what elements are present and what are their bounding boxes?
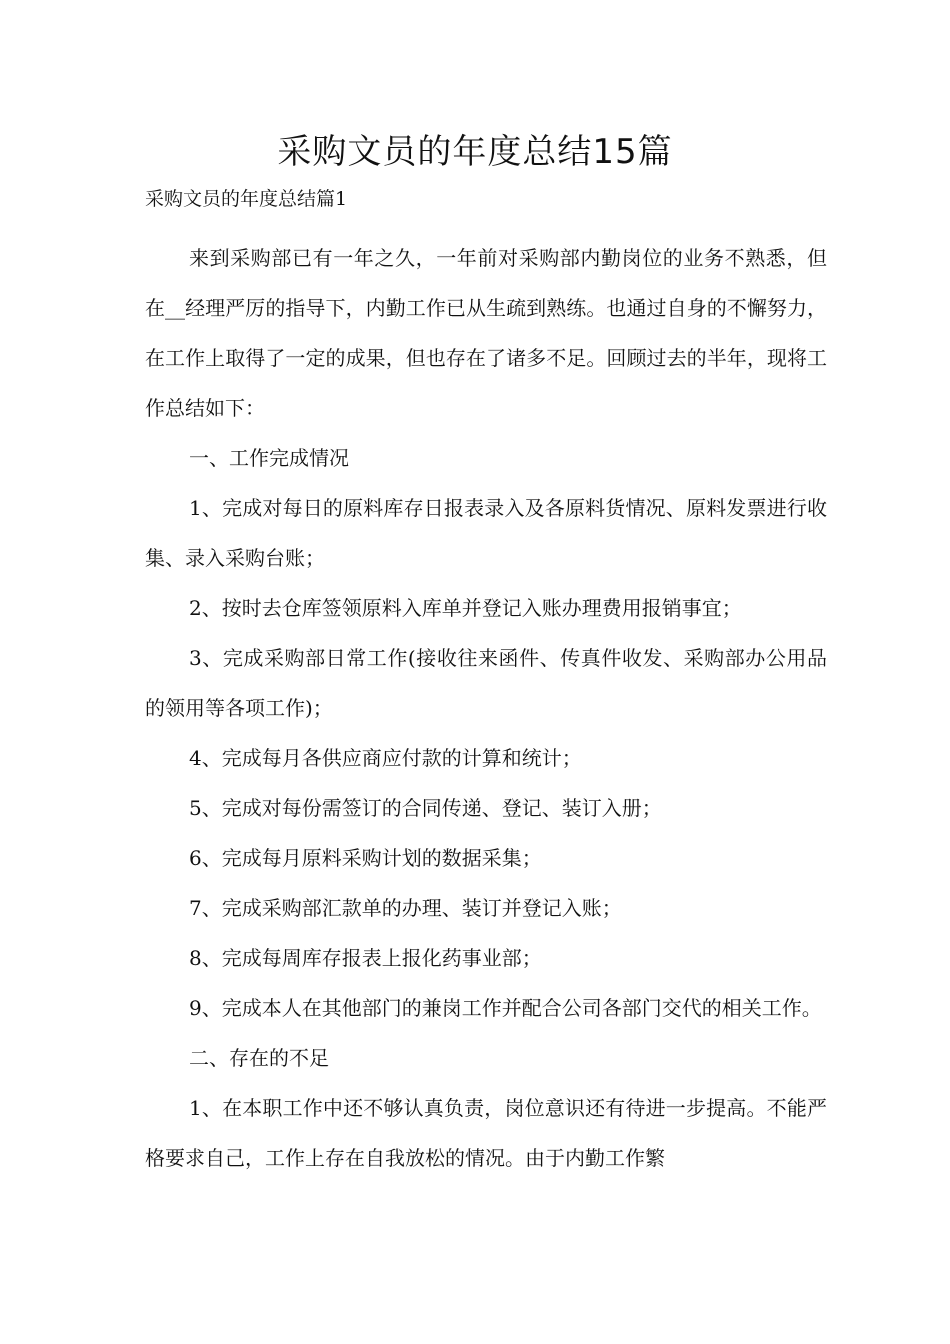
document-body [145,233,827,1183]
paragraph-intro: 来到采购部已有一年之久，一年前对采购部内勤岗位的业务不熟悉，但在__经理严厉的指导下，内勤工作已从生疏到熟练。也通过自身的不懈努力，在工作上取得了一定的成果，但也存在了诸多不足。回顾过去的半年，现将工作总结如下： [145,246,827,420]
list-item: 9、完成本人在其他部门的兼岗工作并配合公司各部门交代的相关工作。 [189,996,822,1020]
document-subtitle: 采购文员的年度总结篇1 [145,188,348,210]
list-item: 2、按时去仓库签领原料入库单并登记入账办理费用报销事宜； [189,596,742,620]
section-heading-2: 二、存在的不足 [189,1046,329,1070]
list-item: 3、完成采购部日常工作(接收往来函件、传真件收发、采购部办公用品的领用等各项工作)； [145,646,827,720]
document-title: 采购文员的年度总结15篇 [277,132,673,172]
list-item: 1、在本职工作中还不够认真负责，岗位意识还有待进一步提高。不能严格要求自己，工作上存在自我放松的情况。由于内勤工作繁 [145,1096,827,1170]
list-item: 7、完成采购部汇款单的办理、装订并登记入账； [189,896,622,920]
list-item: 5、完成对每份需签订的合同传递、登记、装订入册； [189,796,662,820]
section-heading-1: 一、工作完成情况 [189,446,349,470]
list-item: 8、完成每周库存报表上报化药事业部； [189,946,542,970]
list-item: 6、完成每月原料采购计划的数据采集； [189,846,542,870]
list-item: 4、完成每月各供应商应付款的计算和统计； [189,746,582,770]
list-item: 1、完成对每日的原料库存日报表录入及各原料货情况、原料发票进行收集、录入采购台账； [145,496,827,570]
